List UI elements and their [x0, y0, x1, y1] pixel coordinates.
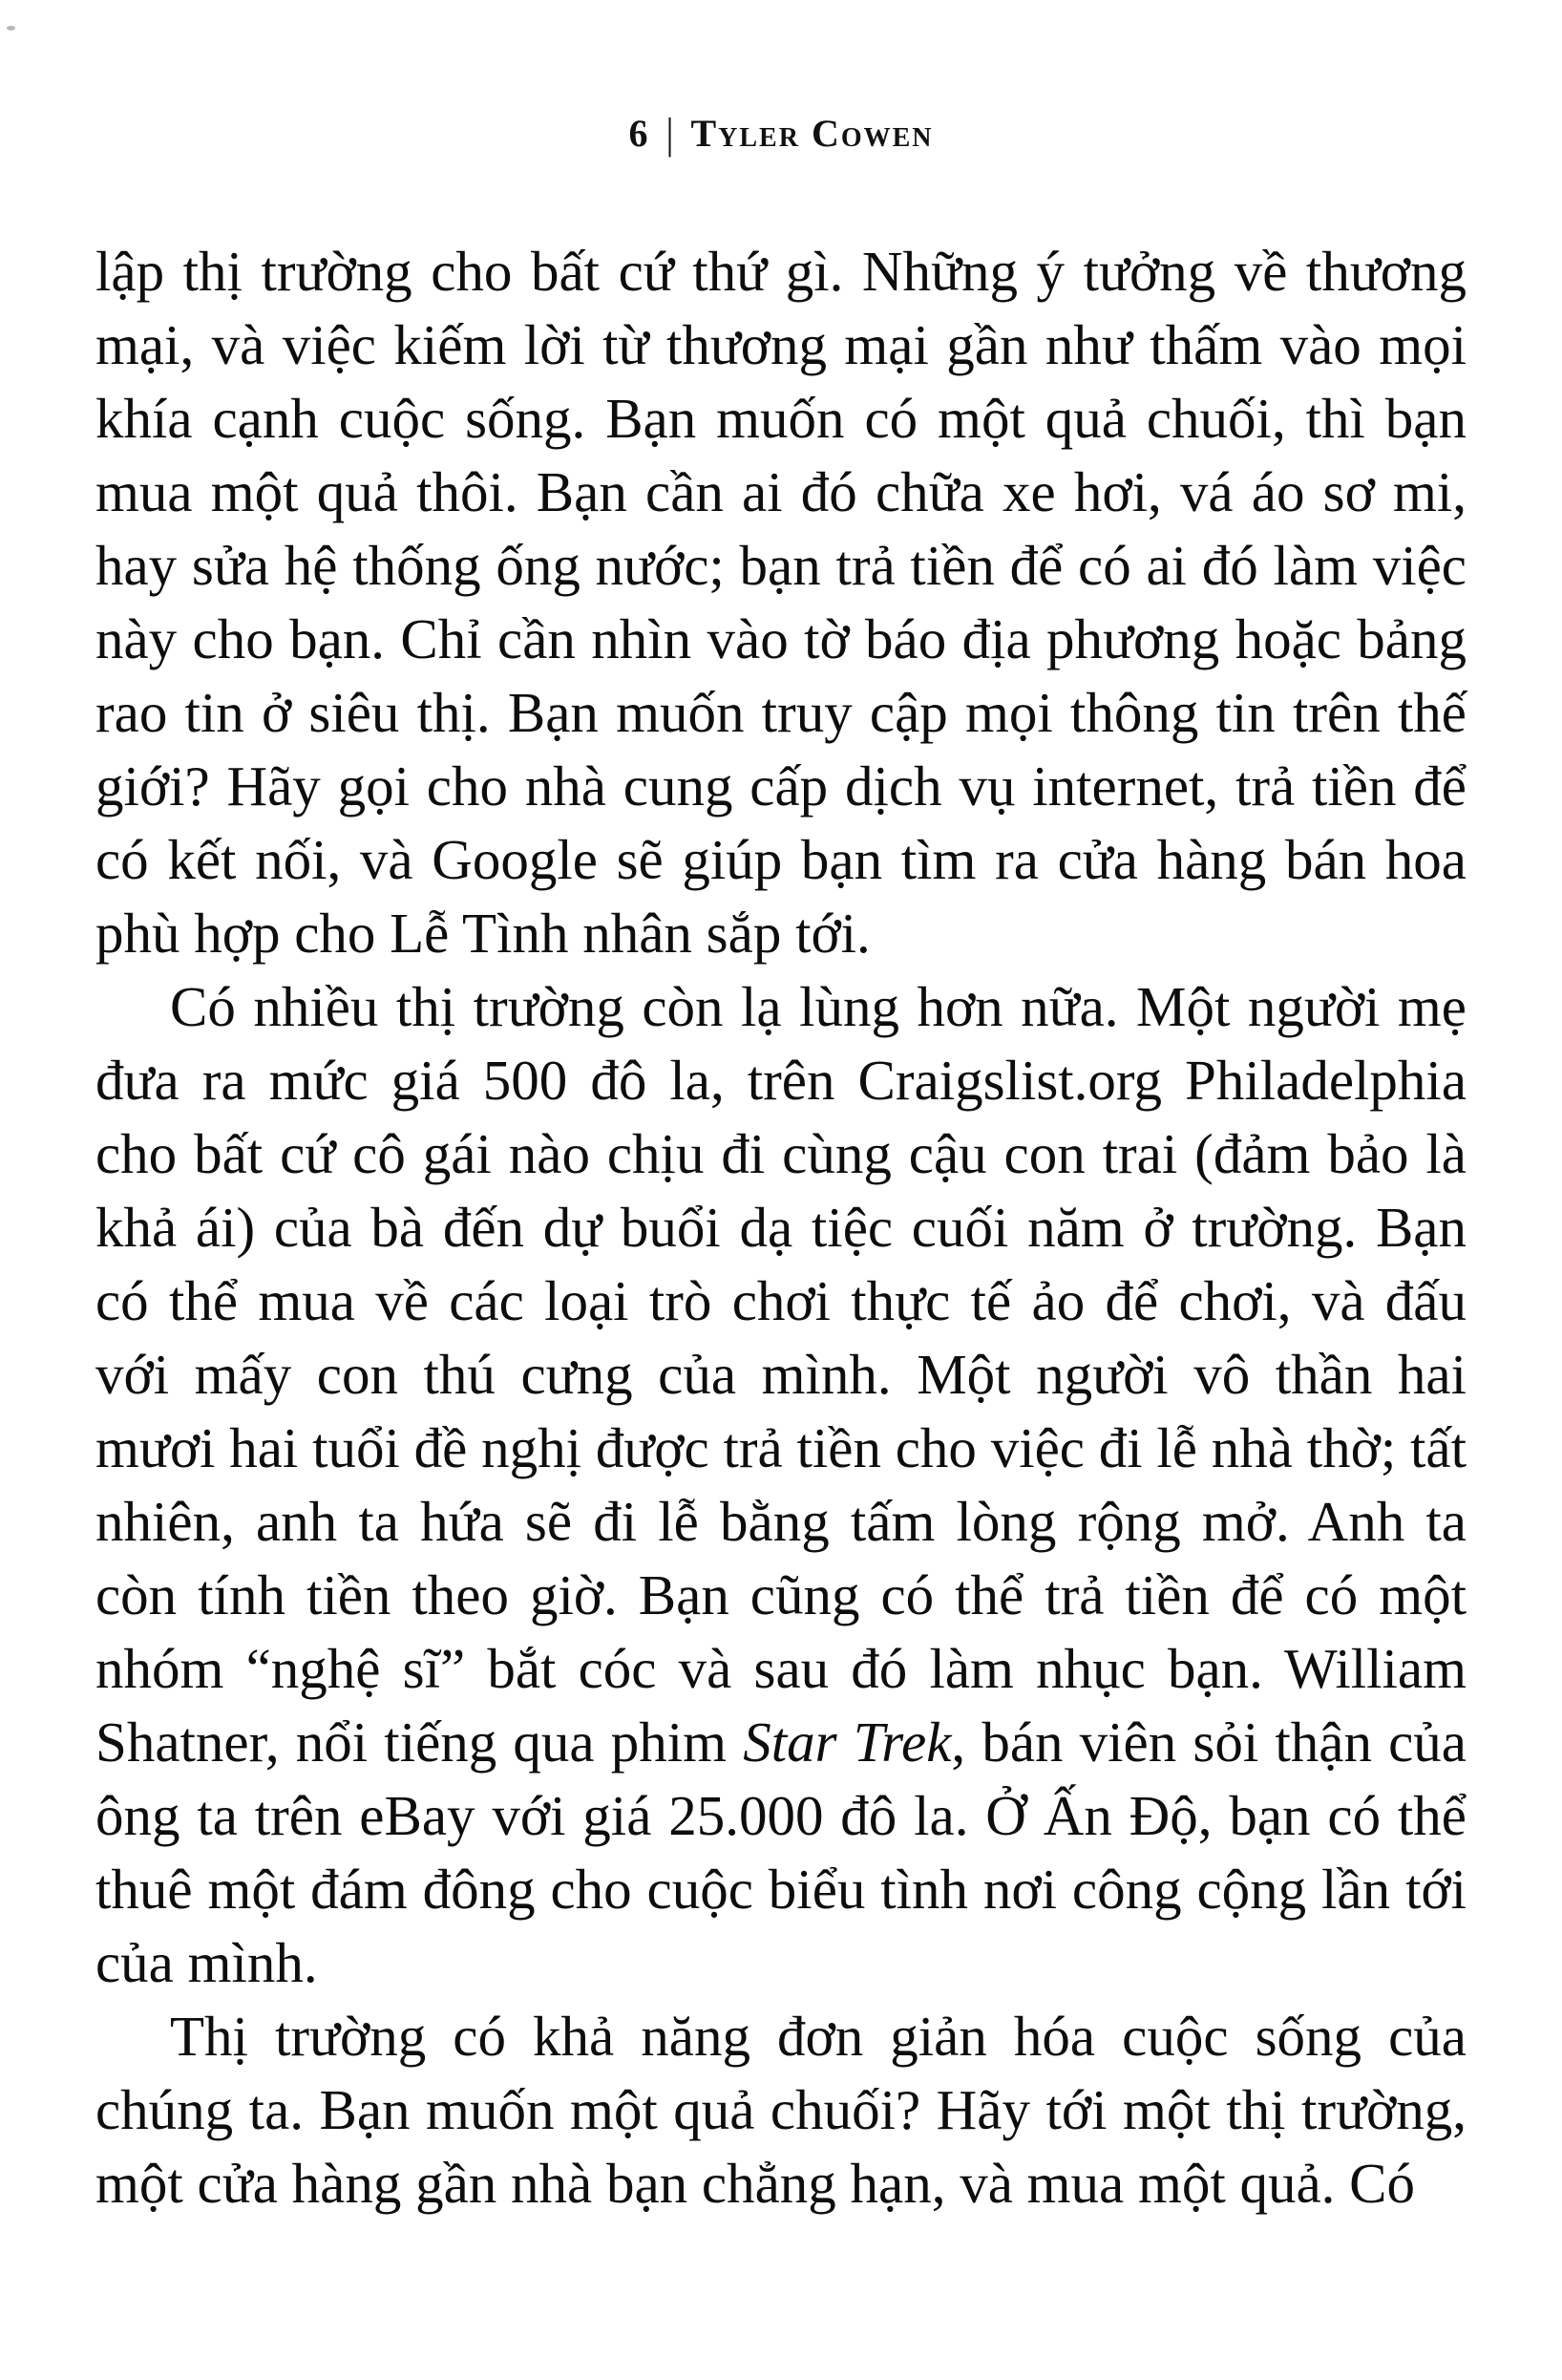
- paragraph-strange-markets: [95, 970, 1467, 2000]
- page-body: [95, 235, 1467, 2221]
- paragraph-strange-markets-tail: , bán viên sỏi thận của ông ta trên eBay với giá 25.000 đô la. Ở Ấn Độ, bạn có thể thuê một đám đông cho cuộc biểu tình nơi công cộng lần tới của mình.: [95, 1711, 1467, 1994]
- header-separator: |: [665, 108, 674, 159]
- paragraph-markets-simplify: Thị trường có khả năng đơn giản hóa cuộc sống của chúng ta. Bạn muốn một quả chuối? Hãy tới một thị trường, một cửa hàng gần nhà bạn chẳng hạn, và mua một quả. Có: [95, 2005, 1467, 2215]
- paragraph-continuation: lập thị trường cho bất cứ thứ gì. Những ý tưởng về thương mại, và việc kiếm lời từ thương mại gần như thấm vào mọi khía cạnh cuộc sống. Bạn muốn có một quả chuối, thì bạn mua một quả thôi. Bạn cần ai đó chữa xe hơi, vá áo sơ mi, hay sửa hệ thống ống nước; bạn trả tiền để có ai đó làm việc này cho bạn. Chỉ cần nhìn vào tờ báo địa phương hoặc bảng rao tin ở siêu thị. Bạn muốn truy cập mọi thông tin trên thế giới? Hãy gọi cho nhà cung cấp dịch vụ internet, trả tiền để có kết nối, và Google sẽ giúp bạn tìm ra cửa hàng bán hoa phù hợp cho Lễ Tình nhân sắp tới.: [95, 240, 1467, 965]
- page-number: 6: [628, 112, 649, 155]
- book-title-star-trek: Star Trek: [743, 1711, 952, 1774]
- scan-artifact: [7, 26, 15, 31]
- running-head-author: Tyler Cowen: [690, 112, 934, 155]
- paragraph-strange-markets-lead: Có nhiều thị trường còn lạ lùng hơn nữa. Một người mẹ đưa ra mức giá 500 đô la, trên Craigslist.org Philadelphia cho bất cứ cô gái nào chịu đi cùng cậu con trai (đảm bảo là khả ái) của bà đến dự buổi dạ tiệc cuối năm ở trường. Bạn có thể mua về các loại trò chơi thực tế ảo để chơi, và đấu với mấy con thú cưng của mình. Một người vô thần hai mươi hai tuổi đề nghị được trả tiền cho việc đi lễ nhà thờ; tất nhiên, anh ta hứa sẽ đi lễ bằng tấm lòng rộng mở. Anh ta còn tính tiền theo giờ. Bạn cũng có thể trả tiền để có một nhóm “nghệ sĩ” bắt cóc và sau đó làm nhục bạn. William Shatner, nổi tiếng qua phim: [95, 975, 1467, 1774]
- running-head: [0, 108, 1562, 159]
